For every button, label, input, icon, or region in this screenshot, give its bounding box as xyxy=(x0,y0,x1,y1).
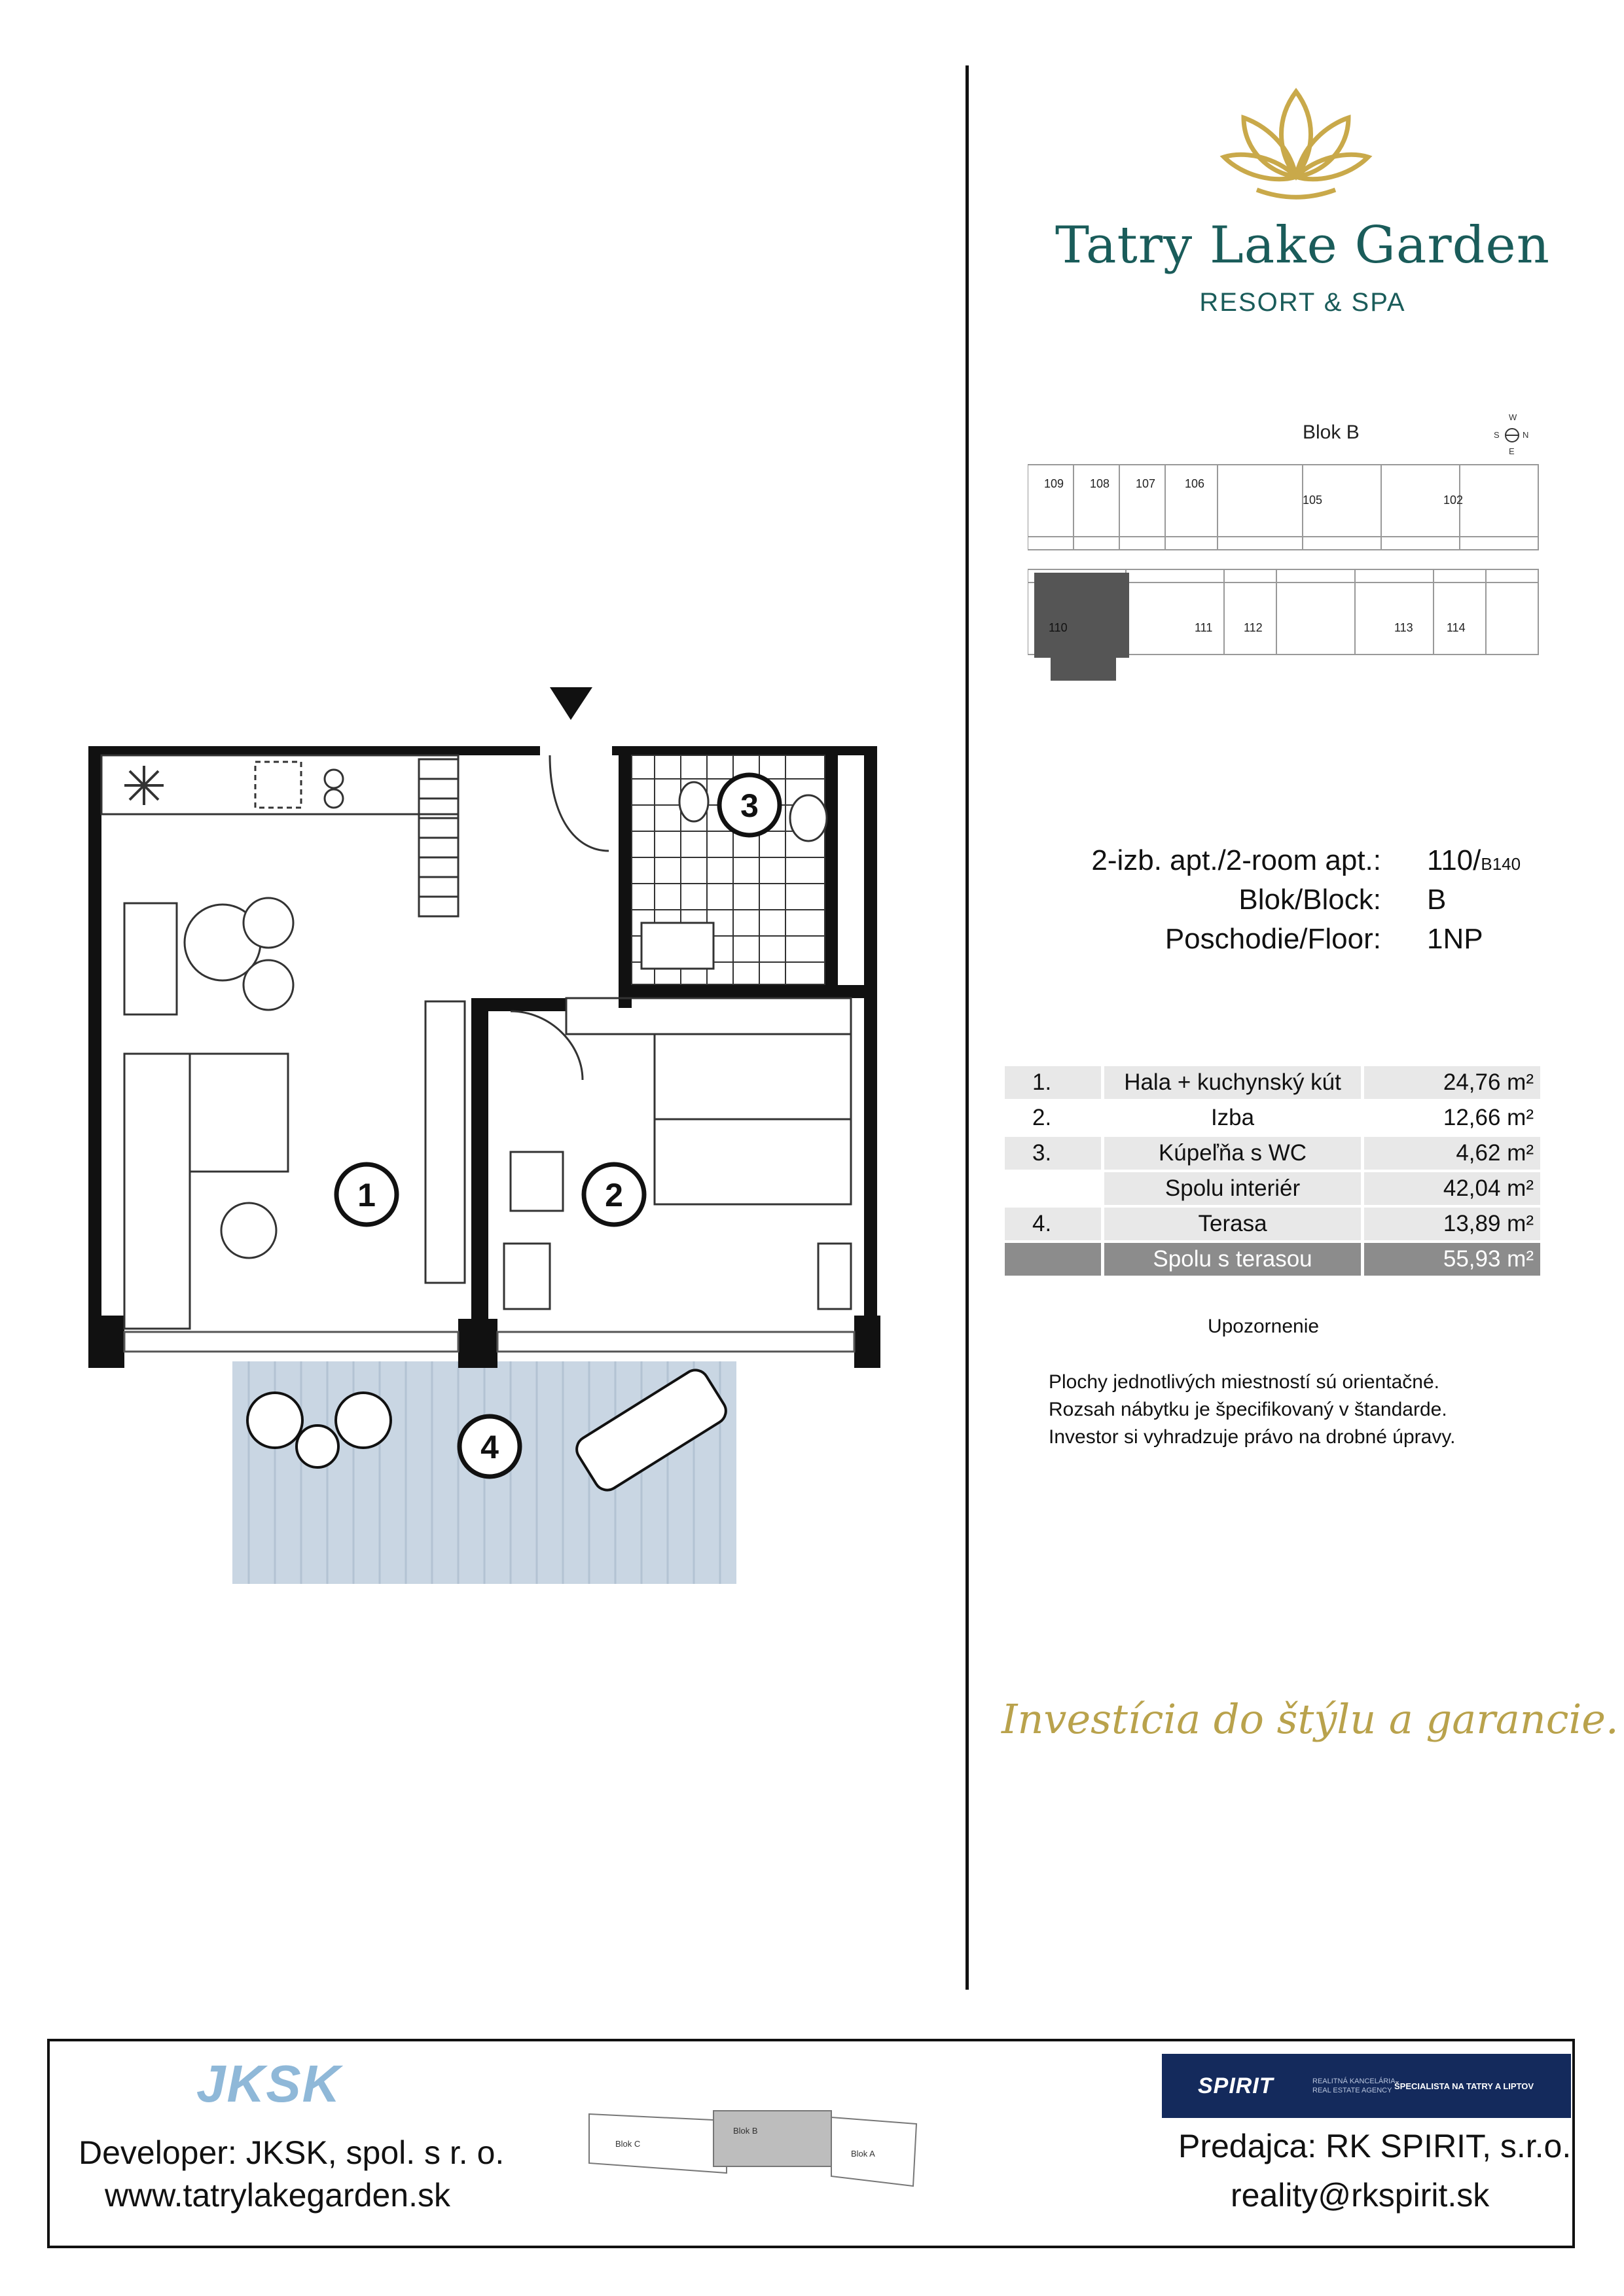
seller-text: Predajca: RK SPIRIT, s.r.o. xyxy=(1178,2128,1572,2164)
svg-text:Blok C: Blok C xyxy=(615,2139,641,2149)
svg-text:108: 108 xyxy=(1090,477,1110,490)
floor-value: 1NP xyxy=(1427,923,1483,955)
svg-text:112: 112 xyxy=(1244,621,1263,634)
svg-text:105: 105 xyxy=(1303,493,1323,507)
svg-text:110: 110 xyxy=(1049,621,1068,634)
svg-text:S: S xyxy=(1494,430,1500,440)
svg-text:107: 107 xyxy=(1136,477,1156,490)
area-table xyxy=(1001,1064,1543,1278)
table-row-subtotal: Spolu interiér 42,04 m² xyxy=(1005,1172,1540,1205)
notice-line: Plochy jednotlivých miestností sú orientačné. xyxy=(1049,1371,1439,1393)
spirit-subtitle: REALITNÁ KANCELÁRIA REAL ESTATE AGENCY xyxy=(1312,2077,1396,2094)
slogan: Investícia do štýlu a garancie. xyxy=(1001,1695,1619,1743)
svg-text:N: N xyxy=(1523,430,1529,440)
room-label-4: 4 xyxy=(480,1429,499,1465)
table-row: 2. Izba 12,66 m² xyxy=(1032,1105,1534,1130)
apartment-type-value: 110/B140 xyxy=(1427,844,1521,876)
table-row: 4. Terasa 13,89 m² xyxy=(1005,1208,1540,1240)
apartment-code-suffix: B140 xyxy=(1481,854,1521,874)
room-label-2: 2 xyxy=(605,1177,623,1213)
block-value: B xyxy=(1427,884,1447,916)
entrance-arrow-icon xyxy=(550,687,592,720)
email-link[interactable]: reality@rkspirit.sk xyxy=(1231,2177,1490,2214)
snowflake-icon xyxy=(124,766,164,805)
room-label-1: 1 xyxy=(357,1177,376,1213)
site-plan xyxy=(1028,406,1551,700)
floor-plan xyxy=(79,687,897,1590)
svg-text:111: 111 xyxy=(1195,621,1213,634)
brand-subtitle: RESORT & SPA xyxy=(1199,288,1406,317)
spirit-logo: SPIRIT xyxy=(1198,2073,1274,2098)
svg-text:E: E xyxy=(1509,446,1515,456)
developer-text: Developer: JKSK, spol. s r. o. xyxy=(79,2134,505,2171)
apartment-type-label: 2-izb. apt./2-room apt.: xyxy=(1091,844,1381,876)
svg-text:Blok A: Blok A xyxy=(851,2149,875,2159)
website-link[interactable]: www.tatrylakegarden.sk xyxy=(105,2177,451,2214)
brand-title: Tatry Lake Garden xyxy=(1055,216,1550,275)
room-label-3: 3 xyxy=(740,787,759,824)
table-row-total: Spolu s terasou 55,93 m² xyxy=(1005,1243,1540,1276)
svg-text:114: 114 xyxy=(1447,621,1466,634)
floor-label: Poschodie/Floor: xyxy=(1164,923,1381,955)
svg-text:W: W xyxy=(1509,412,1517,422)
spirit-tagline: ŠPECIALISTA NA TATRY A LIPTOV xyxy=(1394,2081,1534,2091)
blocks-map xyxy=(576,2101,929,2212)
notice-title: Upozornenie xyxy=(1207,1316,1320,1337)
jksk-logo: JKSK xyxy=(196,2054,342,2113)
svg-text:106: 106 xyxy=(1185,477,1205,490)
lotus-logo-icon xyxy=(1218,79,1375,209)
svg-text:109: 109 xyxy=(1044,477,1064,490)
block-label: Blok/Block: xyxy=(1238,884,1381,916)
notice-line: Rozsah nábytku je špecifikovaný v štandarde. xyxy=(1049,1399,1447,1420)
notice-line: Investor si vyhradzuje právo na drobné úpravy. xyxy=(1049,1426,1456,1448)
svg-text:102: 102 xyxy=(1443,493,1464,507)
svg-text:113: 113 xyxy=(1394,621,1413,634)
compass-icon xyxy=(1494,412,1528,456)
table-row: 1. Hala + kuchynský kút 24,76 m² xyxy=(1005,1066,1540,1099)
site-plan-title: Blok B xyxy=(1303,422,1360,443)
table-row: 3. Kúpeľňa s WC 4,62 m² xyxy=(1005,1137,1540,1170)
svg-text:Blok B: Blok B xyxy=(733,2126,758,2136)
vertical-divider xyxy=(965,65,969,1990)
